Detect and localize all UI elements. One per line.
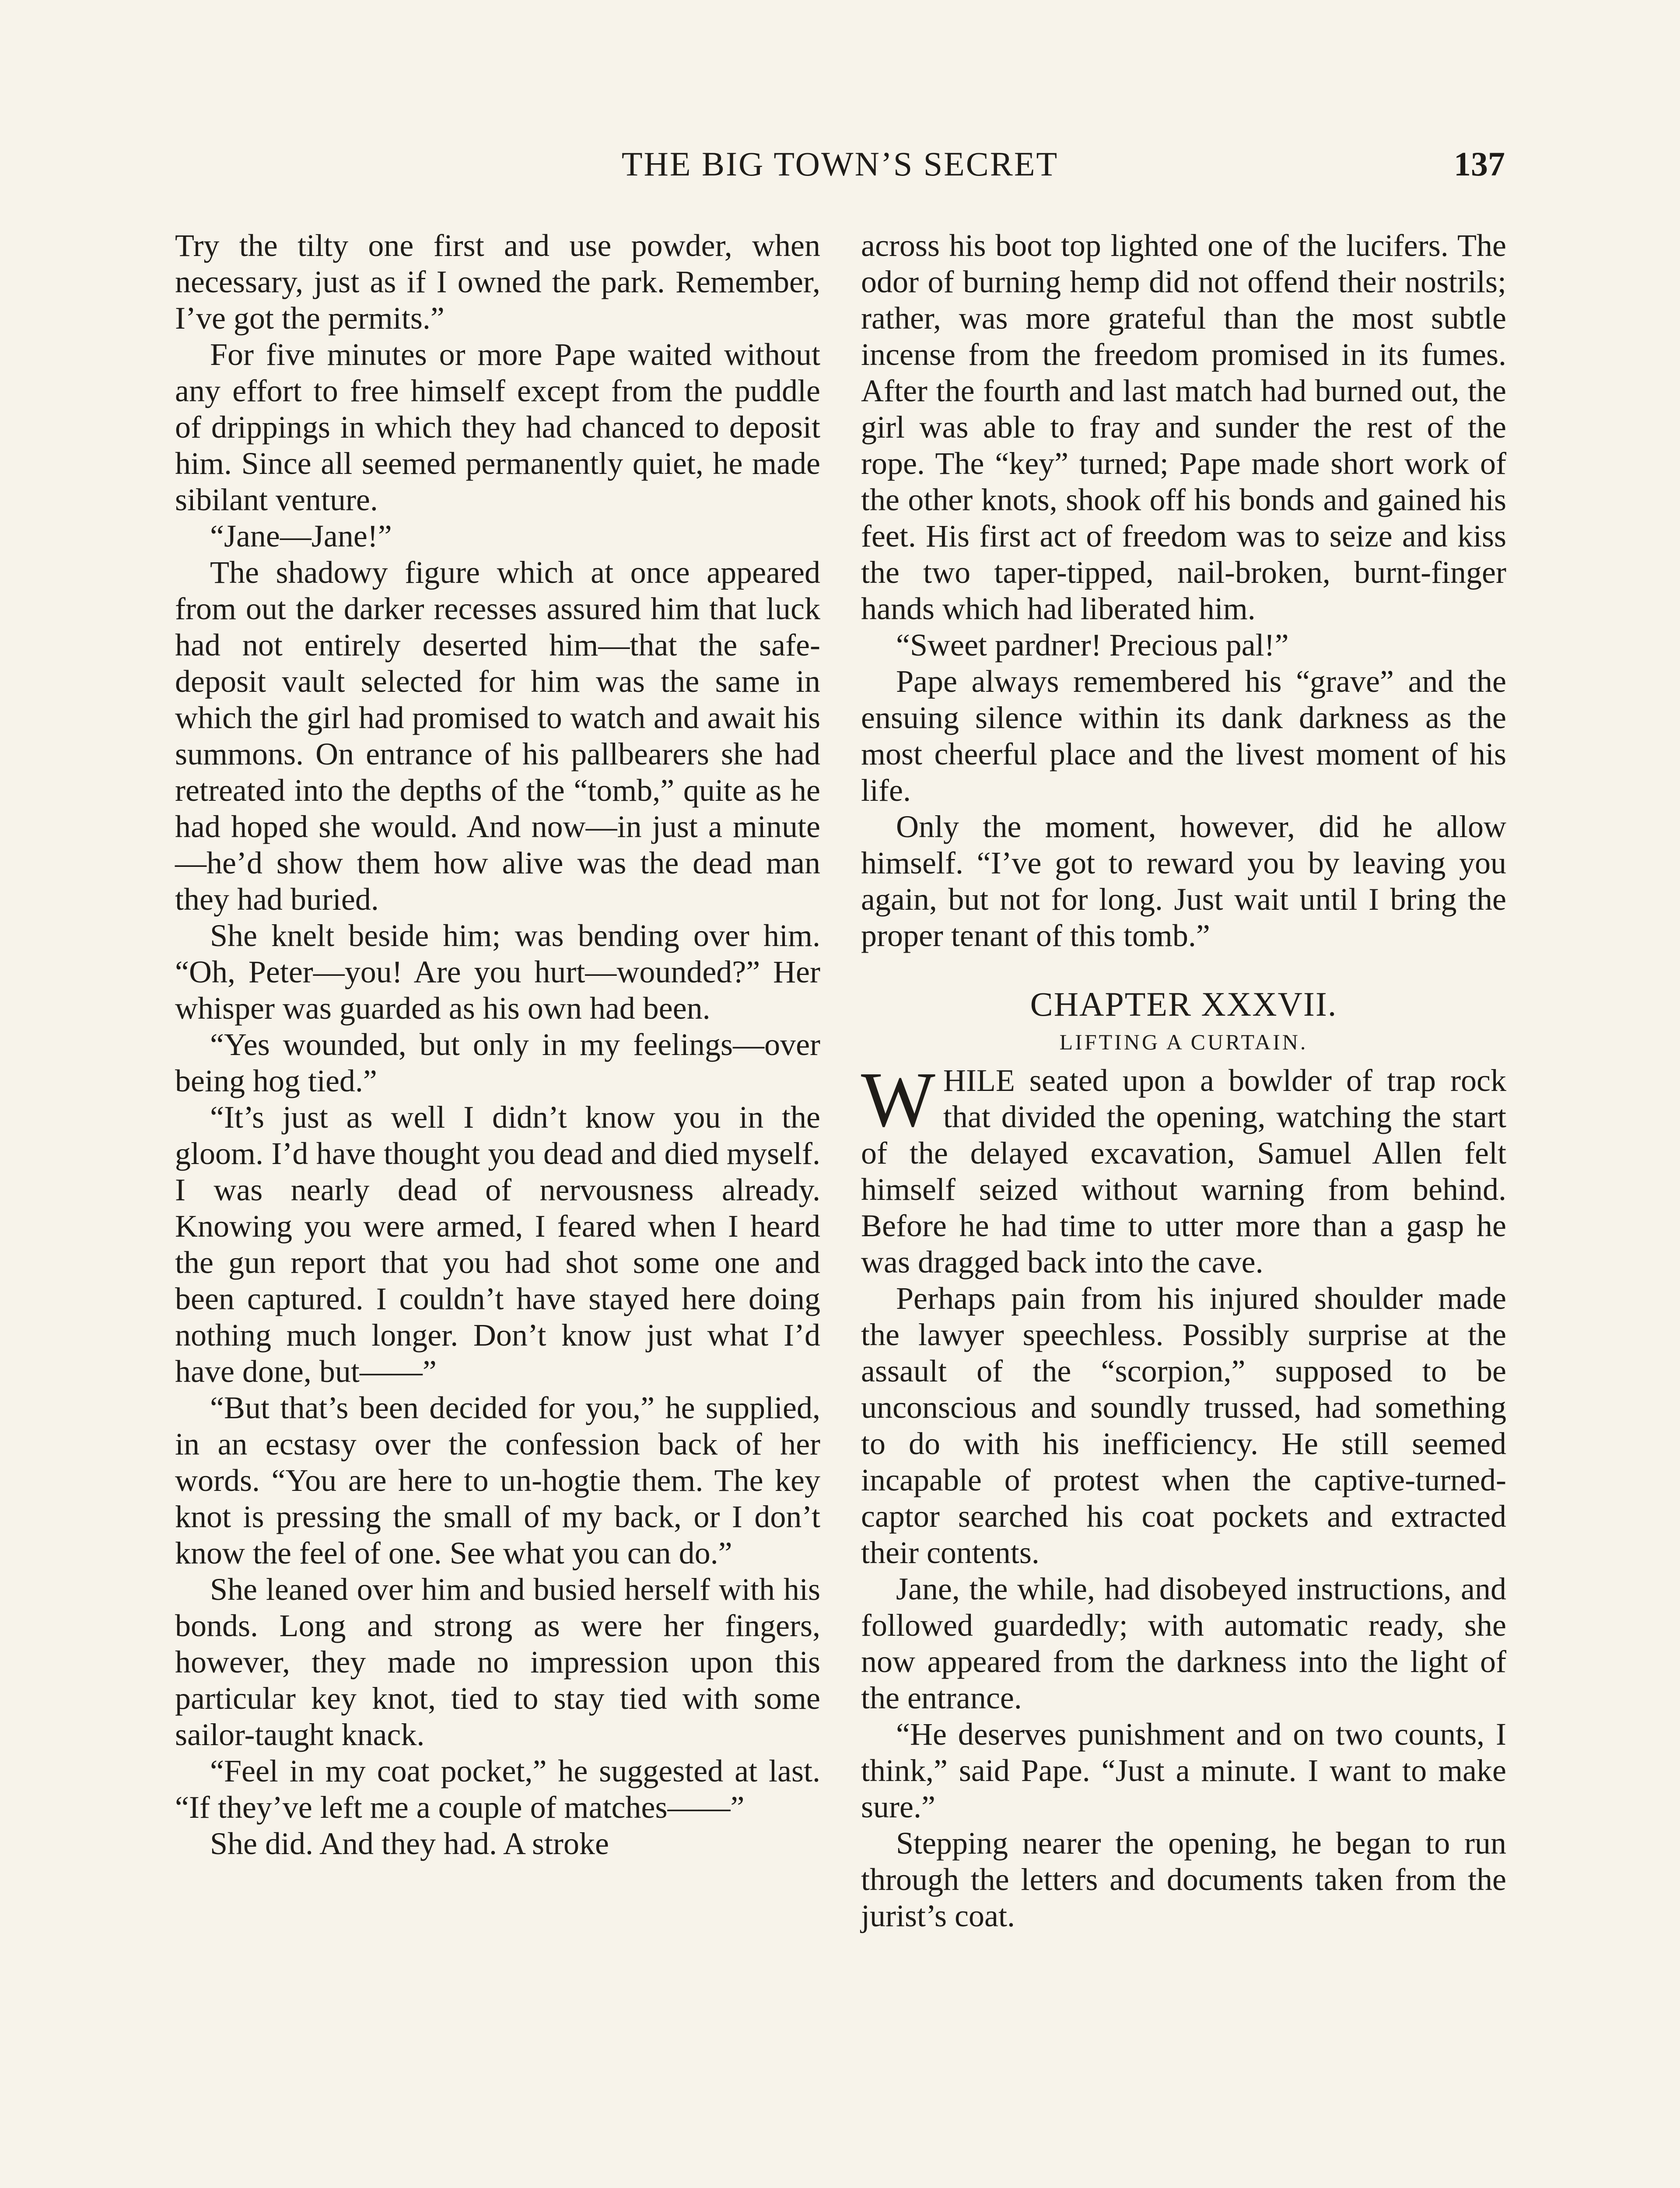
paragraph: The shadowy figure which at once appeared from out the darker recesses assured him that luck had not entirely deserted him—that the safe-deposit vault selected for him was the same in which the girl had promised to watch and await his summons. On entrance of his pallbearers she had retreated into the depths of the “tomb,” quite as he had hoped she would. And now—in just a minute—he’d show them how alive was the dead man they had buried. xyxy=(175,555,820,917)
paragraph: “Sweet pardner! Precious pal!” xyxy=(896,628,1289,663)
chapter-subtitle: LIFTING A CURTAIN. xyxy=(1059,1030,1308,1054)
running-title: THE BIG TOWN’S SECRET xyxy=(621,145,1059,183)
paragraph: She leaned over him and busied herself with his bonds. Long and strong as were her fingers, however, they made no impression upon this particular key knot, tied to stay tied with some sailor-taught knack. xyxy=(175,1572,820,1752)
paragraph: “Jane—Jane!” xyxy=(210,519,392,554)
chapter-heading: CHAPTER XXXVII. xyxy=(1030,985,1337,1023)
paragraph: “Feel in my coat pocket,” he suggested at last. “If they’ve left me a couple of matches——” xyxy=(175,1753,820,1825)
paragraph: Try the tilty one first and use powder, when necessary, just as if I owned the park. Remember, I’ve got the permits.” xyxy=(175,228,820,336)
paragraph: Pape always remembered his “grave” and the ensuing silence within its dank darkness as the most cheerful place and the livest moment of his life. xyxy=(861,664,1506,808)
paragraph: Stepping nearer the opening, he began to run through the letters and documents taken from the jurist’s coat. xyxy=(861,1826,1506,1933)
paragraph: across his boot top lighted one of the lucifers. The odor of burning hemp did not offend their nostrils; rather, was more grateful than the most subtle incense from the freedom promised in its fumes. After the fourth and last match had burned out, the girl was able to fray and sunder the rest of the rope. The “key” turned; Pape made short work of the other knots, shook off his bonds and gained his feet. His first act of freedom was to seize and kiss the two taper-tipped, nail-broken, burnt-finger hands which had liberated him. xyxy=(861,228,1506,626)
paragraph: Only the moment, however, did he allow himself. “I’ve got to reward you by leaving you again, but not for long. Just wait until I bring the proper tenant of this tomb.” xyxy=(861,809,1506,953)
paragraph: She did. And they had. A stroke xyxy=(210,1826,609,1861)
paragraph: “It’s just as well I didn’t know you in the gloom. I’d have thought you dead and died myself. I was nearly dead of nervousness already. Knowing you were armed, I feared when I heard the gun report that you had shot some one and been captured. I couldn’t have stayed here doing nothing much longer. Don’t know just what I’d have done, but——” xyxy=(175,1100,820,1389)
paragraph: Perhaps pain from his injured shoulder made the lawyer speechless. Possibly surprise at the assault of the “scorpion,” supposed to be unconscious and soundly trussed, had something to do with his inefficiency. He still seemed incapable of protest when the captive-turned-captor searched his coat pockets and extracted their contents. xyxy=(861,1281,1506,1570)
drop-cap: W xyxy=(861,1056,935,1143)
paragraph: “But that’s been decided for you,” he supplied, in an ecstasy over the confession back of her words. “You are here to un-hogtie them. The key knot is pressing the small of my back, or I don’t know the feel of one. See what you can do.” xyxy=(175,1390,820,1571)
left-column xyxy=(175,228,820,1862)
opening-text: HILE seated upon a bowlder of trap rock that divided the opening, watching the start of the delayed excavation, Samuel Allen felt himself seized without warning from behind. Before he had time to utter more than a gasp he was dragged back into the cave. xyxy=(861,1063,1506,1280)
paragraph: “He deserves punishment and on two counts, I think,” said Pape. “Just a minute. I want to make sure.” xyxy=(861,1717,1506,1824)
chapter-opening-paragraph xyxy=(861,1056,1506,1280)
running-header xyxy=(175,144,1505,193)
paragraph: For five minutes or more Pape waited without any effort to free himself except from the puddle of drippings in which they had chanced to deposit him. Since all seemed permanently quiet, he made sibilant venture. xyxy=(175,337,820,517)
paragraph: Jane, the while, had disobeyed instructions, and followed guardedly; with automatic ready, she now appeared from the darkness into the light of the entrance. xyxy=(861,1571,1506,1715)
page-number: 137 xyxy=(1454,145,1505,183)
right-column xyxy=(861,228,1506,1934)
paragraph: “Yes wounded, but only in my feelings—over being hog tied.” xyxy=(175,1027,820,1098)
paragraph: She knelt beside him; was bending over him. “Oh, Peter—you! Are you hurt—wounded?” Her whisper was guarded as his own had been. xyxy=(175,918,820,1026)
